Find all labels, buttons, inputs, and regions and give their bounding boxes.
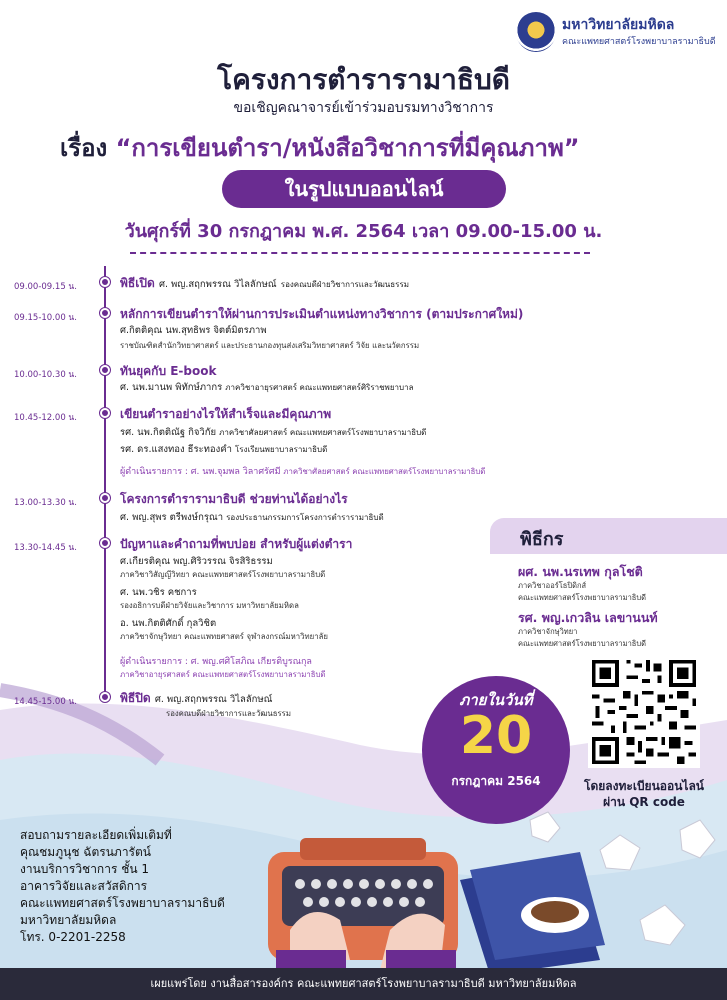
qr-code-icon[interactable] (588, 656, 700, 768)
schedule-person: ศ.เกียรติคุณ พญ.ศิริวรรณ จิรสิริธรรม (120, 556, 273, 567)
contact-line: งานบริการวิชาการ ชั้น 1 (20, 862, 149, 876)
schedule-head: ทันยุคกับ E-book (120, 364, 217, 378)
deadline-day: 20 (459, 706, 533, 766)
schedule-person-role: ราชบัณฑิตสำนักวิทยาศาสตร์ และประธานกองทุนส่งเสริมวิทยาศาสตร์ วิจัย และนวัตกรรม (120, 341, 420, 350)
schedule-time: 09.00-09.15 น. (14, 282, 77, 292)
timeline-dot (100, 308, 110, 318)
schedule-person-role: รองอธิการบดีฝ่ายวิจัยและวิชาการ มหาวิทยาลัยมหิดล (120, 601, 299, 610)
schedule-head: เขียนตำราอย่างไรให้สำเร็จและมีคุณภาพ (120, 407, 332, 421)
schedule-person (120, 510, 384, 525)
moderator-role: ภาควิชาศัลยศาสตร์ คณะแพทยศาสตร์โรงพยาบาลรามาธิบดี (283, 467, 486, 476)
timeline-dot (100, 277, 110, 287)
schedule-person-name: รศ. ดร.แสงทอง ธีระทองคำ (120, 444, 232, 455)
schedule-person: ศ. พญ.สฤกพรรณ วิไลลักษณ์ (158, 279, 277, 290)
speaker-name: รศ. พญ.เกวลิน เลขานนท์ (518, 610, 658, 625)
speaker-faculty: คณะแพทยศาสตร์โรงพยาบาลรามาธิบดี (518, 593, 647, 602)
schedule-person: ศ. พญ.สฤกพรรณ วิไลลักษณ์ (154, 694, 273, 705)
schedule-time: 13.00-13.30 น. (14, 498, 77, 508)
schedule-person: อ. นพ.กิตติศักดิ์ กุลวิชิต (120, 618, 217, 629)
schedule-time: 10.45-12.00 น. (14, 413, 77, 423)
schedule-person-role: รองคณบดีฝ่ายวิชาการและวัฒนธรรม (280, 280, 410, 289)
speaker-department: ภาควิชาจักษุวิทยา (518, 627, 578, 636)
topic-text: “การเขียนตำรา/หนังสือวิชาการที่มีคุณภาพ” (115, 134, 580, 162)
qr-caption-line1: โดยลงทะเบียนออนไลน์ (584, 779, 704, 793)
timeline-dot (100, 692, 110, 702)
moderator-role: ภาควิชาอายุรศาสตร์ คณะแพทยศาสตร์โรงพยาบาลรามาธิบดี (120, 670, 326, 679)
schedule-person: ศ.กิตติคุณ นพ.สุทธิพร จิตต์มิตรภาพ (120, 325, 267, 336)
timeline-dot (100, 493, 110, 503)
schedule-person (120, 425, 426, 440)
schedule-person-role: รองประธานกรรมการโครงการตำรารามาธิบดี (226, 513, 384, 522)
schedule-head-text: พิธีเปิด (120, 276, 155, 290)
speakers-title: พิธีกร (520, 529, 564, 550)
invite-text: ขอเชิญคณาจารย์เข้าร่วมอบรมทางวิชาการ (233, 100, 494, 116)
contact-phone: โทร. 0-2201-2258 (20, 930, 126, 944)
schedule-person-name: ศ. พญ.สุพร ตรีพงษ์กรุณา (120, 512, 224, 523)
contact-line: สอบถามรายละเอียดเพิ่มเติมที่ (20, 828, 172, 842)
speaker-name: ผศ. นพ.นรเทพ กุลโชติ (518, 564, 643, 579)
schedule-person-role: โรงเรียนพยาบาลรามาธิบดี (234, 445, 328, 454)
deadline-month: กรกฎาคม 2564 (451, 774, 541, 788)
speaker-faculty: คณะแพทยศาสตร์โรงพยาบาลรามาธิบดี (518, 639, 647, 648)
faculty-name: คณะแพทยศาสตร์โรงพยาบาลรามาธิบดี (562, 37, 716, 47)
schedule-person-name: ศ. นพ.มานพ พิทักษ์ภากร (120, 382, 223, 393)
schedule-person-role: ภาควิชาอายุรศาสตร์ คณะแพทยศาสตร์ศิริราชพยาบาล (225, 383, 414, 392)
schedule-person (120, 380, 413, 395)
moderator-name: ผู้ดำเนินรายการ : ศ. นพ.จุมพล วิลาศรัศมี (120, 467, 281, 477)
schedule-time: 09.15-10.00 น. (14, 313, 77, 323)
deadline-label: ภายในวันที่ (459, 691, 533, 709)
schedule-head (120, 274, 409, 293)
deadline-badge (422, 676, 570, 824)
schedule-person: ศ. นพ.วชิร คชการ (120, 587, 197, 598)
footer: เผยแพร่โดย งานสื่อสารองค์กร คณะแพทยศาสตร์โรงพยาบาลรามาธิบดี มหาวิทยาลัยมหิดล (0, 968, 727, 1000)
schedule-head-text: พิธีปิด (120, 691, 151, 705)
contact-line: มหาวิทยาลัยมหิดล (20, 913, 117, 927)
schedule-person-role: ภาควิชาวิสัญญีวิทยา คณะแพทยศาสตร์โรงพยาบาลรามาธิบดี (120, 570, 326, 579)
timeline-dot (100, 408, 110, 418)
event-date: วันศุกร์ที่ 30 กรกฎาคม พ.ศ. 2564 เวลา 09.00-15.00 น. (124, 221, 603, 242)
schedule-person-role: รองคณบดีฝ่ายวิชาการและวัฒนธรรม (166, 709, 292, 718)
divider (130, 252, 590, 254)
topic-prefix: เรื่อง (60, 134, 108, 162)
speaker-department: ภาควิชาออร์โธปิดิกส์ (518, 581, 587, 590)
qr-caption (574, 778, 714, 810)
schedule-person-role: ภาควิชาศัลยศาสตร์ คณะแพทยศาสตร์โรงพยาบาลรามาธิบดี (219, 428, 427, 437)
schedule-time: 10.00-10.30 น. (14, 370, 77, 380)
schedule-head: ปัญหาและคำถามที่พบบ่อย สำหรับผู้แต่งตำรา (120, 537, 353, 551)
schedule-head: หลักการเขียนตำราให้ผ่านการประเมินตำแหน่งทางวิชาการ (ตามประกาศใหม่) (120, 307, 524, 321)
timeline-dot (100, 538, 110, 548)
timeline-line (104, 266, 106, 700)
moderator (120, 464, 485, 478)
topic-title (60, 128, 580, 167)
format-badge: ในรูปแบบออนไลน์ (222, 170, 506, 208)
project-title: โครงการตำรารามาธิบดี (217, 63, 510, 96)
schedule-time: 13.30-14.45 น. (14, 543, 77, 553)
schedule-person-role: ภาควิชาจักษุวิทยา คณะแพทยศาสตร์ จุฬาลงกรณ์มหาวิทยาลัย (120, 632, 328, 641)
schedule-person-name: รศ. นพ.กิตติณัฐ กิจวิกัย (120, 427, 217, 438)
contact-line: อาคารวิจัยและสวัสดิการ (20, 879, 148, 893)
university-logo (516, 12, 556, 52)
university-name: มหาวิทยาลัยมหิดล (562, 17, 675, 33)
timeline-dot (100, 365, 110, 375)
schedule-head (120, 689, 272, 708)
contact-line: คณะแพทยศาสตร์โรงพยาบาลรามาธิบดี (20, 896, 225, 910)
schedule-person (120, 442, 327, 457)
schedule-head: โครงการตำรารามาธิบดี ช่วยท่านได้อย่างไร (120, 492, 348, 506)
schedule-time: 14.45-15.00 น. (14, 697, 77, 707)
contact-person: คุณชมภูนุช ฉัตรนภารัตน์ (20, 845, 151, 859)
qr-caption-line2: ผ่าน QR code (603, 795, 685, 809)
moderator: ผู้ดำเนินรายการ : ศ. พญ.ศศิโสภิณ เกียรติบูรณกุล (120, 657, 312, 667)
